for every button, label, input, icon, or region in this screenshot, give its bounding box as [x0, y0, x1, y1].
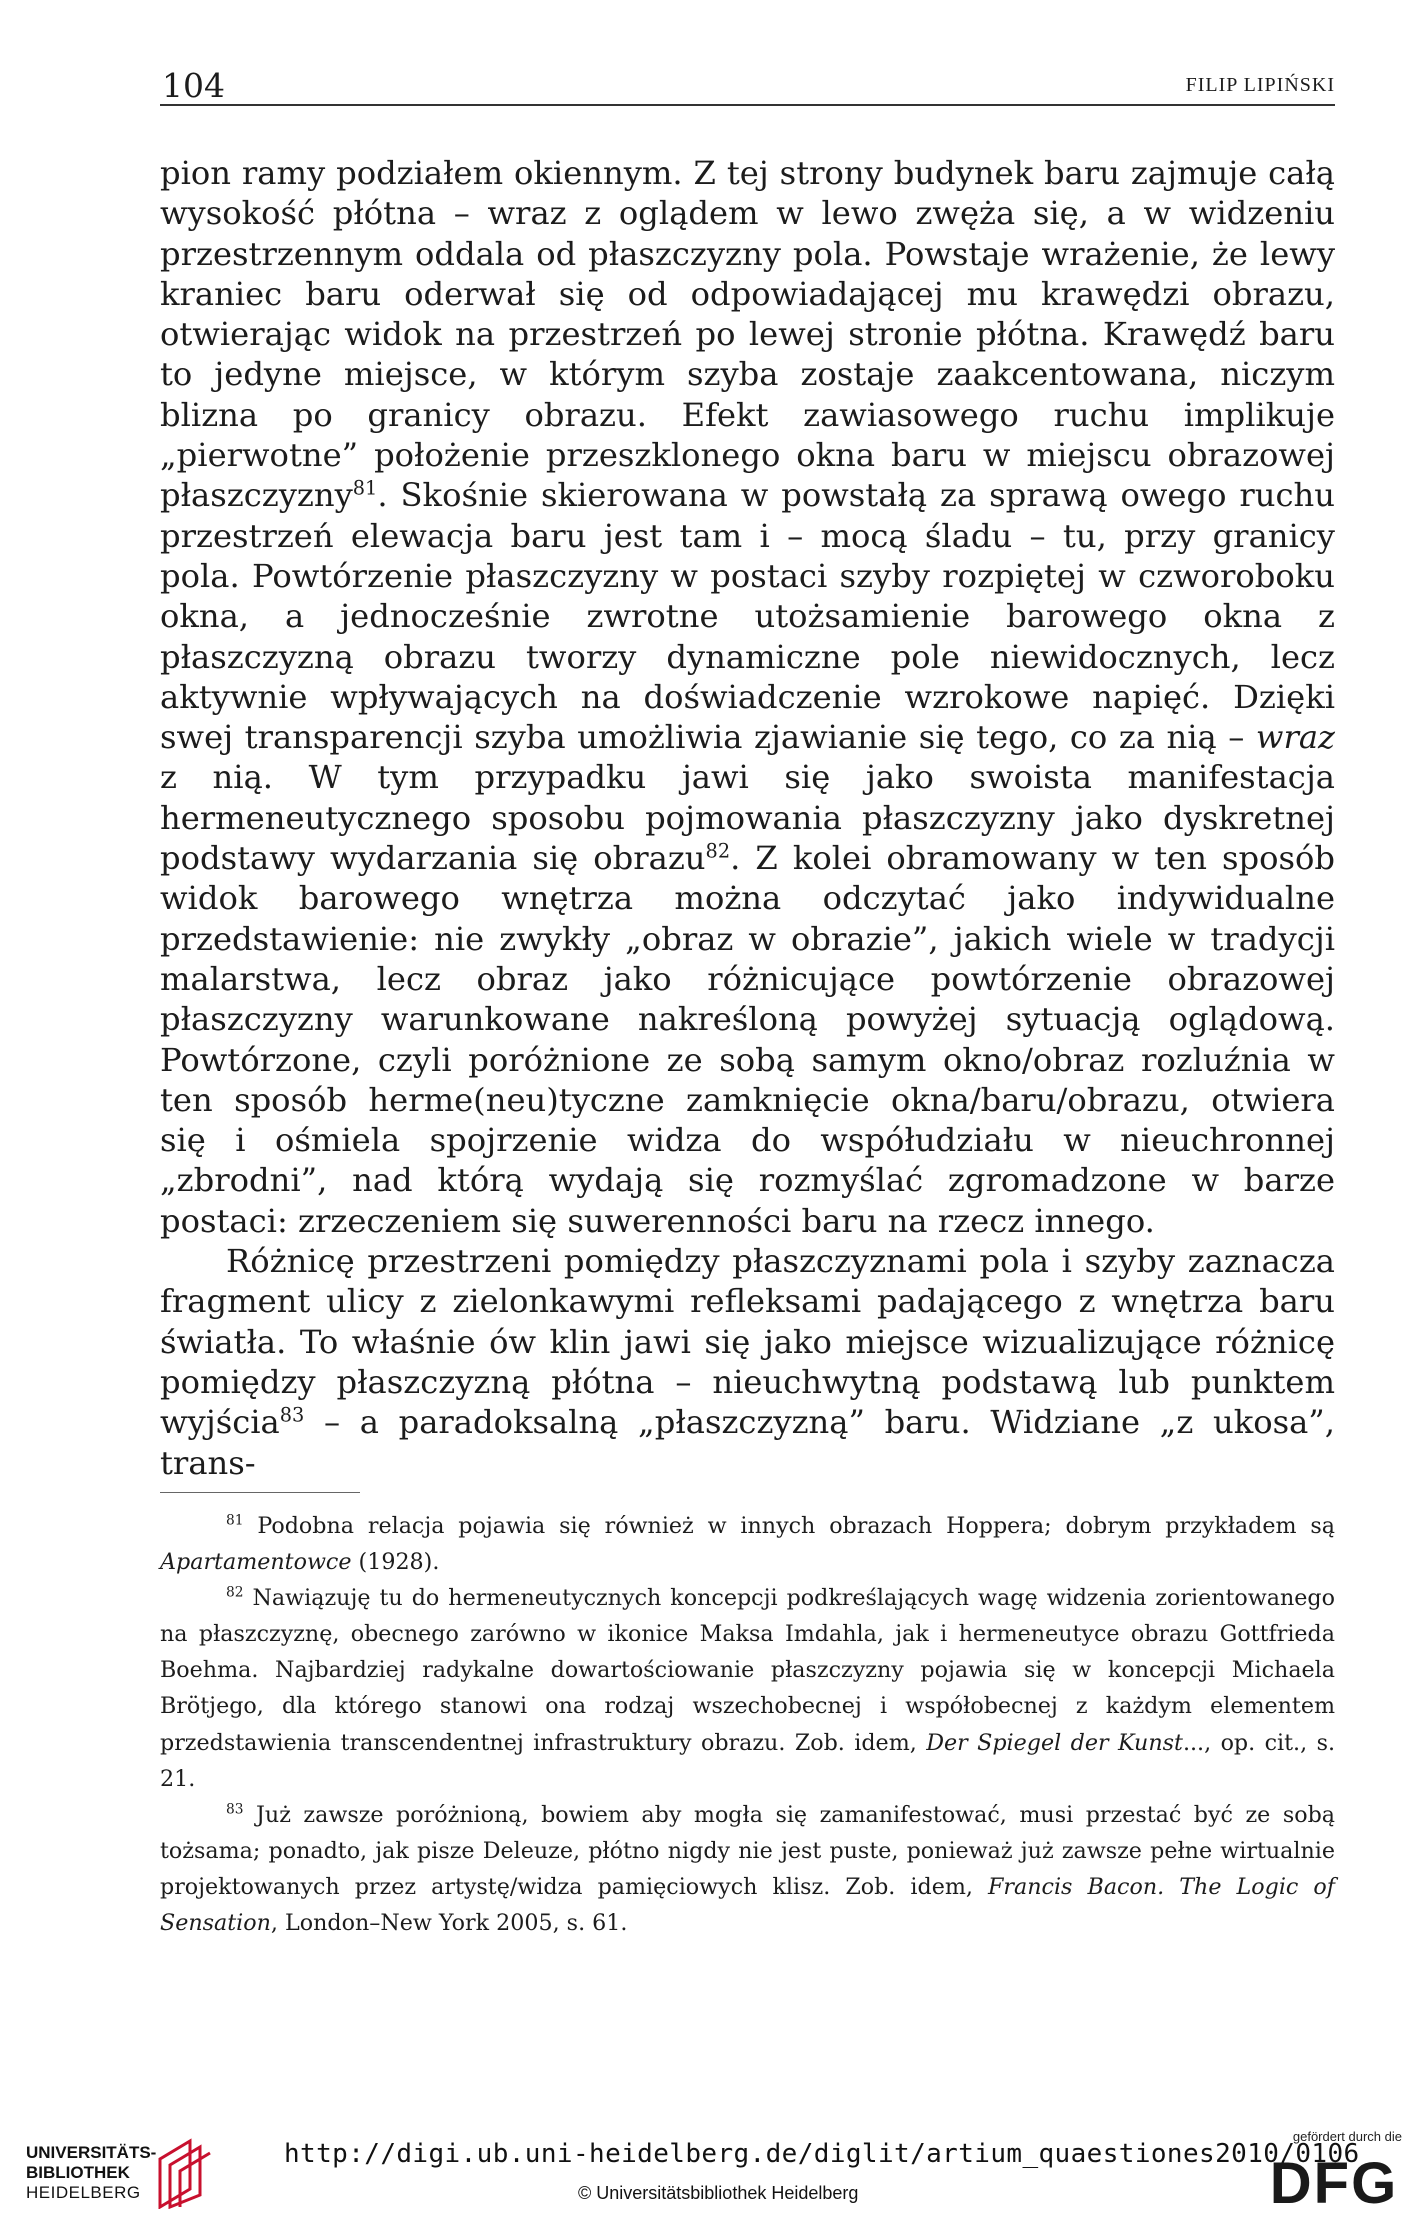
paragraph-2: [160, 1241, 1335, 1483]
footnote-italic: Francis Bacon. The Logic of Sensation: [160, 1873, 1335, 1937]
paragraph-1: [160, 153, 1335, 1241]
footnote-number: 81: [226, 1512, 244, 1529]
permalink-url[interactable]: http://digi.ub.uni-heidelberg.de/diglit/artium_quaestiones2010/0106: [284, 2139, 1360, 2169]
dfg-logo-icon: [1264, 2151, 1404, 2211]
body-text: [160, 153, 1335, 1483]
footnote-italic: Apartamentowce: [160, 1549, 352, 1576]
university-library-logo[interactable]: [26, 2137, 246, 2209]
text-run: z nią. W tym przypadku jawi się jako swoista manifestacja hermeneutycznego sposobu pojmowania płaszczyzny jako dyskretnej podstawy wydarzania się obrazu: [160, 758, 1335, 878]
footnote-divider: [160, 1492, 360, 1493]
footnote-number: 82: [226, 1584, 244, 1601]
footnote-82: [160, 1580, 1335, 1797]
footnote-text: Nawiązuję tu do hermeneutycznych koncepcji podkreślających wagę widzenia zorientowanego na płaszczyznę, obecnego zarówno w ikonice Maksa Imdahla, jak i hermeneutyce obrazu Gottfrieda Boehma. Najbardziej radykalne dowartościowanie płaszczyzny pojawia się w koncepcji Michaela Brötjego, dla którego stanowi ona rodzaj wszechobecnej i współobecnej z każdym elementem przedstawienia transcendentnej infrastruktury obrazu. Zob. idem,: [160, 1585, 1335, 1756]
footer: [0, 2125, 1423, 2221]
text-run: pion ramy podziałem okiennym. Z tej strony budynek baru zajmuje całą wysokość płótna – wraz z oglądem w lewo zwęża się, a w widzeniu przestrzennym oddala od płaszczyzny pola. Powstaje wrażenie, że lewy kraniec baru oderwał się od odpowiadającej mu krawędzi obrazu, otwierając widok na przestrzeń po lewej stronie płótna. Krawędź baru to jedyne miejsce, w którym szyba zostaje zaakcentowana, niczym blizna po granicy obrazu. Efekt zawiasowego ruchu implikuje „pierwotne” położenie przeszklonego okna baru w miejscu obrazowej płaszczyzny: [160, 154, 1335, 515]
footnote-text: ..., op. cit., s. 21.: [160, 1729, 1336, 1792]
footnote-83: [160, 1797, 1335, 1941]
footnote-text: , London–New York 2005, s. 61.: [270, 1910, 628, 1937]
text-run: . Z kolei obramowany w ten sposób widok barowego wnętrza można odczytać jako indywidualne przedstawienie: nie zwykły „obraz w obrazie”, jakich wiele w tradycji malarstwa, lecz obraz jako różnicujące powtórzenie obrazowej płaszczyzny warunkowane nakreśloną powyżej sytuacją oglądową. Powtórzone, czyli poróżnione ze sobą samym okno/obraz rozluźnia w ten sposób herme(neu)tyczne zamknięcie okna/baru/obrazu, otwiera się i ośmiela spojrzenie widza do współudziału w nieuchronnej „zbrodni”, nad którą wydają się rozmyślać zgromadzone w barze postaci: zrzeczeniem się suwerenności baru na rzecz innego.: [160, 839, 1336, 1240]
library-line-3: HEIDELBERG: [26, 2183, 141, 2202]
footnote-ref-83[interactable]: 83: [279, 1403, 305, 1427]
text-run: – a paradoksalną „płaszczyzną” baru. Widziane „z ukosa”, trans-: [160, 1403, 1335, 1482]
library-mark-icon: [154, 2137, 214, 2209]
library-line-2: BIBLIOTHEK: [26, 2163, 130, 2182]
page-number: 104: [162, 66, 225, 105]
footnote-ref-81[interactable]: 81: [352, 476, 378, 500]
copyright: © Universitätsbibliothek Heidelberg: [578, 2183, 859, 2203]
running-head: FILIP LIPIŃSKI: [1185, 74, 1335, 96]
footnote-text: (1928).: [351, 1549, 440, 1576]
dfg-caption: gefördert durch die: [1292, 2129, 1402, 2144]
footnote-number: 83: [226, 1801, 244, 1818]
text-run: . Skośnie skierowana w powstałą za sprawą owego ruchu przestrzeń elewacja baru jest tam i – mocą śladu – tu, przy granicy pola. Powtórzenie płaszczyzny w postaci szyby rozpiętej w czworoboku okna, a jednocześnie zwrotne utożsamienie barowego okna z płaszczyzną obrazu tworzy dynamiczne pole niewidocznych, lecz aktywnie wpływających na doświadczenie wzrokowe napięć. Dzięki swej transparencji szyba umożliwia zjawianie się tego, co za nią –: [160, 476, 1335, 757]
italic-run: wraz: [1255, 718, 1335, 757]
footnote-81: [160, 1508, 1335, 1580]
dfg-funding: [1258, 2129, 1408, 2215]
footnote-italic: Der Spiegel der Kunst: [926, 1729, 1183, 1756]
footnotes: [160, 1508, 1335, 1941]
footnote-text: Już zawsze poróżnioną, bowiem aby mogła się zamanifestować, musi przestać być ze sobą tożsama; ponadto, jak pisze Deleuze, płótno nigdy nie jest puste, ponieważ już zawsze pełne wirtualnie projektowanych przez artystę/widza pamięciowych klisz. Zob. idem,: [160, 1801, 1335, 1900]
text-run: Różnicę przestrzeni pomiędzy płaszczyznami pola i szyby zaznacza fragment ulicy z zielonkawymi refleksami padającego z wnętrza baru światła. To właśnie ów klin jawi się jako miejsce wizualizujące różnicę pomiędzy płaszczyzną płótna – nieuchwytną podstawą lub punktem wyjścia: [160, 1242, 1335, 1442]
page-header: [160, 60, 1335, 106]
footnote-ref-82[interactable]: 82: [705, 839, 731, 863]
dfg-logo-text: DFG: [1269, 2151, 1399, 2211]
library-name: [26, 2143, 156, 2203]
library-line-1: UNIVERSITÄTS-: [26, 2143, 157, 2162]
footnote-text: Podobna relacja pojawia się również w innych obrazach Hoppera; dobrym przykładem są: [243, 1513, 1335, 1539]
